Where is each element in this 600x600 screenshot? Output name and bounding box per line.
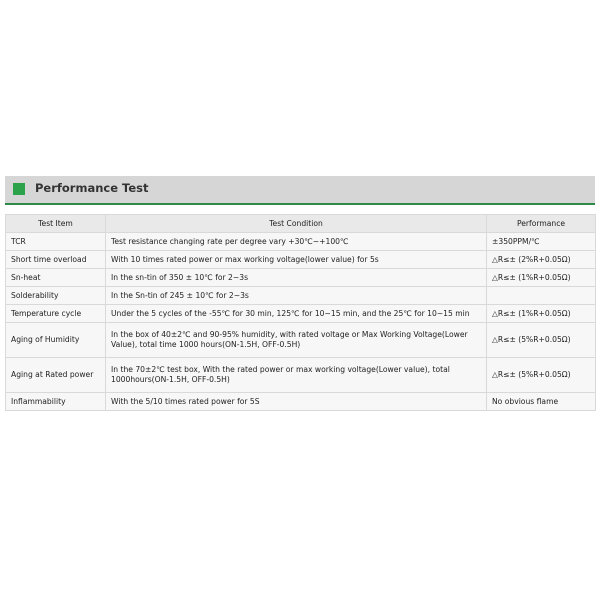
cell-performance: △R≤± (2%R+0.05Ω) <box>487 251 596 269</box>
cell-performance: No obvious flame <box>487 393 596 411</box>
cell-test-item: Short time overload <box>6 251 106 269</box>
section-header <box>5 176 595 205</box>
cell-performance: △R≤± (1%R+0.05Ω) <box>487 269 596 287</box>
cell-test-item: TCR <box>6 233 106 251</box>
cell-test-item: Solderability <box>6 287 106 305</box>
cell-performance: △R≤± (5%R+0.05Ω) <box>487 358 596 393</box>
header-test-item: Test Item <box>6 215 106 233</box>
cell-test-item: Inflammability <box>6 393 106 411</box>
cell-test-condition: Under the 5 cycles of the -55℃ for 30 min, 125℃ for 10~15 min, and the 25℃ for 10~15 min <box>106 305 487 323</box>
header-performance: Performance <box>487 215 596 233</box>
cell-performance: ±350PPM/℃ <box>487 233 596 251</box>
cell-performance: △R≤± (5%R+0.05Ω) <box>487 323 596 358</box>
cell-test-condition: With the 5/10 times rated power for 5S <box>106 393 487 411</box>
table-row <box>6 233 596 251</box>
table-row <box>6 287 596 305</box>
table-row <box>6 393 596 411</box>
table-row <box>6 251 596 269</box>
cell-test-condition: In the sn-tin of 350 ± 10℃ for 2~3s <box>106 269 487 287</box>
table-row <box>6 358 596 393</box>
cell-test-item: Sn-heat <box>6 269 106 287</box>
cell-test-condition: In the 70±2℃ test box, With the rated power or max working voltage(Lower value), total 1000hours(ON-1.5H, OFF-0.5H) <box>106 358 487 393</box>
table-row <box>6 323 596 358</box>
cell-test-item: Aging of Humidity <box>6 323 106 358</box>
table-header-row <box>6 215 596 233</box>
cell-test-condition: Test resistance changing rate per degree vary +30℃~+100℃ <box>106 233 487 251</box>
cell-performance: △R≤± (1%R+0.05Ω) <box>487 305 596 323</box>
header-test-condition: Test Condition <box>106 215 487 233</box>
green-square-icon <box>13 183 25 195</box>
cell-test-item: Temperature cycle <box>6 305 106 323</box>
cell-performance <box>487 287 596 305</box>
cell-test-item: Aging at Rated power <box>6 358 106 393</box>
cell-test-condition: In the Sn-tin of 245 ± 10℃ for 2~3s <box>106 287 487 305</box>
performance-table <box>5 214 596 411</box>
table-row <box>6 305 596 323</box>
cell-test-condition: In the box of 40±2℃ and 90-95% humidity, with rated voltage or Max Working Voltage(Lower Value), total time 1000 hours(ON-1.5H, OFF-0.5H) <box>106 323 487 358</box>
cell-test-condition: With 10 times rated power or max working voltage(lower value) for 5s <box>106 251 487 269</box>
section-title: Performance Test <box>35 181 149 195</box>
table-row <box>6 269 596 287</box>
